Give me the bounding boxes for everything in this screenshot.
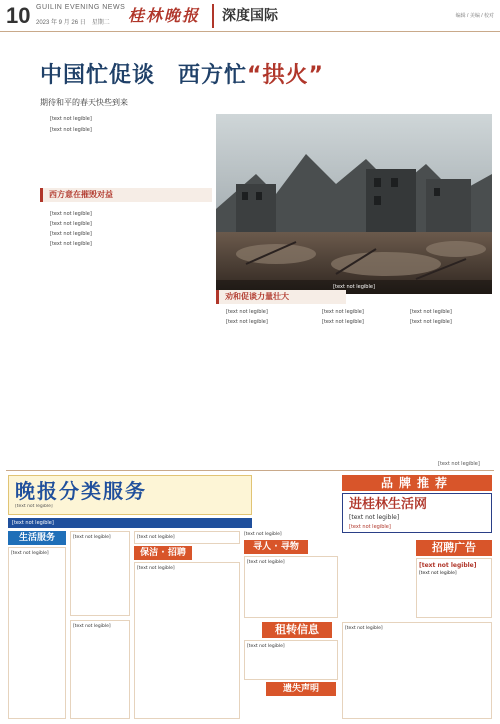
category-cleaning-recruit: 保洁 · 招聘 [134, 546, 192, 560]
page-number: 10 [6, 3, 31, 28]
lead-text: [text not legible] [50, 116, 92, 122]
paragraph: [text not legible] [50, 241, 92, 247]
paper-english-name: GUILIN EVENING NEWS [36, 4, 126, 11]
article-byline: [text not legible] [438, 461, 480, 467]
editor-info: 编辑 / 美编 / 校对 [455, 13, 494, 19]
paragraph: [text not legible] [410, 309, 452, 315]
article-column [40, 210, 212, 468]
sub-headline: 期待和平的春天快些到来 [40, 98, 128, 107]
masthead [0, 0, 500, 32]
category-rental: 租转信息 [262, 622, 332, 638]
classified-title: 晚报分类服务 [15, 479, 147, 503]
paragraph: [text not legible] [50, 231, 92, 237]
lead-text: [text not legible] [50, 127, 92, 133]
classified-ad: [text not legible] [70, 531, 130, 616]
headline-part-b: “拱火” [247, 63, 324, 88]
classified-ad: [text not legible] [8, 547, 66, 719]
paragraph: [text not legible] [50, 221, 92, 227]
classified-ad: [text not legible] [134, 562, 240, 719]
category-lost-notice: 遗失声明 [266, 682, 336, 696]
brand-recommend-heading: 品牌推荐 [342, 475, 492, 491]
issue-date: 2023 年 9 月 26 日 星期二 [36, 20, 110, 26]
classified-ad: [text not legible] [70, 620, 130, 719]
recruit-body: [text not legible] [419, 571, 457, 576]
paragraph: [text not legible] [50, 211, 92, 217]
article-column [216, 308, 308, 468]
paragraph: [text not legible] [226, 319, 268, 325]
recruit-title: [text not legible] [419, 562, 477, 569]
classified-ad: [text not legible] [342, 622, 492, 719]
brand-name: 进桂林生活网 [349, 497, 428, 512]
section-heading: 西方意在摧毁对益 [40, 188, 212, 202]
classified-hotline: [text not legible] [8, 518, 252, 528]
brand-slogan: [text not legible] [349, 514, 400, 521]
headline-part-a: 中国忙促谈 西方忙 [40, 63, 248, 88]
main-headline [40, 62, 350, 90]
destroyed-building-photo-illustration [216, 114, 492, 294]
lead-paragraph [40, 115, 212, 137]
section-heading: 劝和促谈力量壮大 [216, 290, 346, 304]
article-column [312, 308, 396, 468]
article-column [400, 308, 492, 468]
classified-banner [8, 475, 252, 515]
classified-ad: [text not legible] [244, 531, 338, 539]
recruit-ad [416, 558, 492, 618]
classified-ad: [text not legible] [244, 640, 338, 680]
category-missing: 寻人 · 寻物 [244, 540, 308, 554]
photo-caption: [text not legible] [333, 284, 375, 290]
paragraph: [text not legible] [226, 309, 268, 315]
classified-subtitle: [text not legible] [15, 504, 53, 509]
section-divider [6, 470, 494, 471]
brand-ad [342, 493, 492, 533]
category-life-services: 生活服务 [8, 531, 66, 545]
recruit-heading: 招聘广告 [416, 540, 492, 556]
section-title: 深度国际 [212, 4, 278, 28]
classified-ad: [text not legible] [134, 531, 240, 544]
brand-contact: [text not legible] [349, 524, 391, 530]
paragraph: [text not legible] [322, 319, 364, 325]
paper-logo: 桂林晚报 [128, 6, 201, 25]
paragraph: [text not legible] [410, 319, 452, 325]
classified-ad: [text not legible] [244, 556, 338, 618]
news-photo [216, 114, 492, 294]
paragraph: [text not legible] [322, 309, 364, 315]
